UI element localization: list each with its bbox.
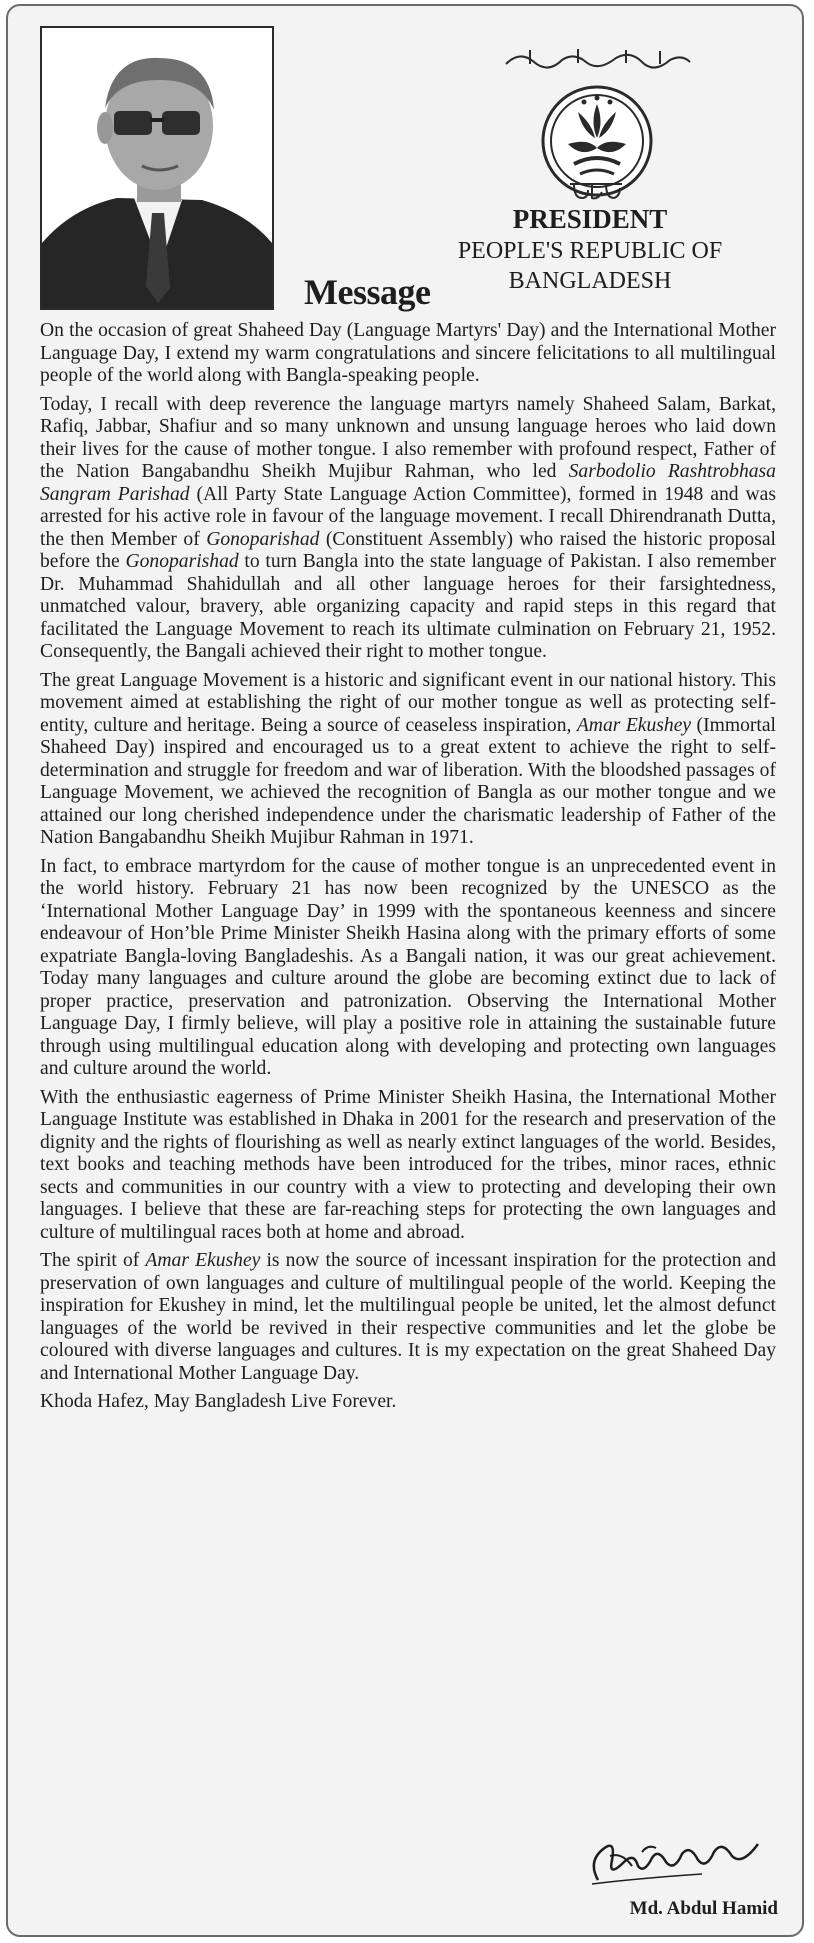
italic-term: Gonoparishad <box>125 551 239 572</box>
paragraph-text: On the occasion of great Shaheed Day (Language Martyrs' Day) and the International Mother Language Day, I extend my warm congratulations and sincere felicitations to all multilingual people of the world along with Bangla-speaking people. <box>40 320 776 386</box>
paragraph-text: (All Party State Language Action Committee), formed in 1948 and was arrested for his active role in favour of the language movement. I recall Dhirendranath Dutta, the then Member of <box>40 483 776 550</box>
paragraph-text: In fact, to embrace martyrdom for the cause of mother tongue is an unprecedented event in the world history. February 21 has now been recognized by the UNESCO as the ‘International Mother Language Day’ in 1999 with the spontaneous keenness and sincere endeavour of Hon’ble Prime Minister Sheikh Hasina along with the primary efforts of some expatriate Bangla-loving Bangladeshis. As a Bangali nation, it was our great achievement. Today many languages and culture around the globe are becoming extinct due to lack of proper practice, preservation and patronization. Observing the International Mother Language Day, I firmly believe, will play a positive role in attaining the sustainable future through using multilingual education along with developing and protecting own languages and culture around the world. <box>40 855 776 1079</box>
closing-line: Khoda Hafez, May Bangladesh Live Forever. <box>40 1391 397 1412</box>
country-line-2: BANGLADESH <box>508 268 672 294</box>
country-name <box>430 236 750 296</box>
president-portrait <box>40 26 274 310</box>
paragraph-6 <box>40 1250 776 1385</box>
paragraph-text: to turn Bangla into the state language of Pakistan. I also remember Dr. Muhammad Shahidullah and all other language heroes for their farsightedness, unmatched valour, bravery, able organizing capacity and rapid steps in this regard that facilitated the Language Movement to reach its ultimate culmination on February 21, 1952. Consequently, the Bangali achieved their right to mother tongue. <box>40 551 776 662</box>
signer-name: Md. Abdul Hamid <box>629 1898 778 1919</box>
paragraph-text: The spirit of <box>40 1250 146 1271</box>
paragraph-5 <box>40 1087 776 1245</box>
paragraph-1 <box>40 320 776 388</box>
bismillah-calligraphy <box>500 46 696 70</box>
country-line-1: PEOPLE'S REPUBLIC OF <box>457 238 723 264</box>
italic-term: Gonoparishad <box>206 528 320 550</box>
signature-icon <box>582 1822 772 1892</box>
paragraph-text: (Constituent Assembly) who raised the historic proposal before the <box>40 528 776 572</box>
paragraph-2 <box>40 394 776 664</box>
emblem-caption <box>566 178 626 204</box>
paragraph-text: (Immortal Shaheed Day) inspired and encouraged us to a great extent to achieve the right to self-determination and struggle for freedom and war of liberation. With the bloodshed passages of Language Movement, we achieved the recognition of Bangla as our mother tongue and we attained our long cherished independence under the charismatic leadership of Father of the Nation Bangabandhu Sheikh Mujibur Rahman in 1971. <box>40 714 776 848</box>
italic-term: Amar Ekushey <box>576 714 692 736</box>
message-body <box>40 320 776 1420</box>
italic-term: Sarbodolio Rashtrobhasa Sangram Parishad <box>40 461 776 505</box>
italic-term: Amar Ekushey <box>145 1250 261 1271</box>
paragraph-text: is now the source of incessant inspiration for the protection and preservation of own languages and culture of multilingual people of the world. Keeping the inspiration for Ekushey in mind, let the multilingual people be united, let the almost defunct languages of the world be revived in their respective communities and let the globe be coloured with diverse languages and cultures. It is my expectation on the great Shaheed Day and International Mother Language Day. <box>40 1250 776 1384</box>
office-title: PRESIDENT <box>512 204 668 234</box>
page-title: Message <box>304 272 431 312</box>
paragraph-3 <box>40 670 776 850</box>
paragraph-text: Today, I recall with deep reverence the language martyrs namely Shaheed Salam, Barkat, Rafiq, Jabbar, Shafiur and so many unknown and unsung language heroes who laid down their lives for the cause of mother tongue. I also remember with profound respect, Father of the Nation Bangabandhu Sheikh Mujibur Rahman, who led <box>40 393 776 482</box>
paragraph-text: With the enthusiastic eagerness of Prime Minister Sheikh Hasina, the International Mother Language Institute was established in Dhaka in 2001 for the research and preservation of the dignity and the rights of flourishing as well as nearly extinct languages of the world. Besides, text books and teaching methods have been introduced for the tribes, minor races, ethnic sects and communities in our country with a view to protecting and developing their own languages. I believe that these are far-reaching steps for protecting the own languages and culture of multilingual races both at home and abroad. <box>40 1086 776 1243</box>
paragraph-4 <box>40 856 776 1081</box>
paragraph-text: The great Language Movement is a historic and significant event in our national history. This movement aimed at establishing the right of our mother tongue as well as protecting self-entity, culture and heritage. Being a source of ceaseless inspiration, <box>40 669 776 736</box>
